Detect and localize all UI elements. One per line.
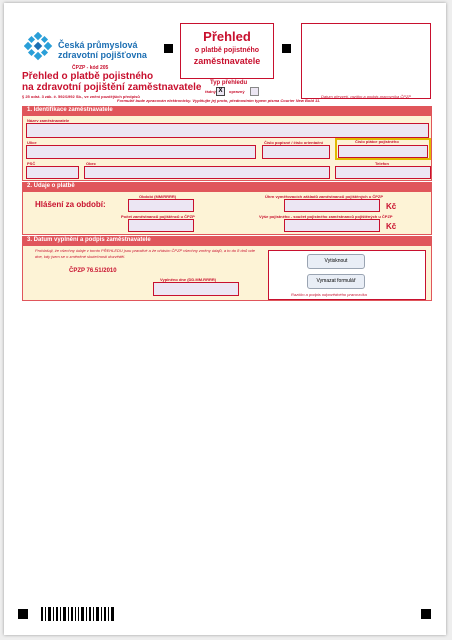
zip-field[interactable] [26,166,79,179]
premium-field[interactable] [284,219,380,232]
receipt-stamp-box [301,23,431,99]
street-label: Ulice [27,140,37,145]
title-small: o platbě pojistného [194,47,260,54]
house-number-label: Číslo popisné / číslo orientační [264,140,323,145]
signature-caption: Razítko a podpis odpovědného pracovníka [291,292,367,297]
title-big: Přehled [203,29,251,44]
period-field[interactable] [128,199,194,212]
signature-box [268,250,426,300]
section-2-header: 2. Údaje o platbě [22,182,432,191]
form-page [4,3,446,635]
title-mid: zaměstnavatele [193,56,261,66]
declaration-text: Prohlašuji, že všechny údaje v tomto PŘEHLEDU jsou pravdivé a že oňásím ČPZP všechny změny údajů, a to do 8 dnů ode dne, kdy jsem se o změněné skutečnosti dozvěděl. [35,248,255,259]
clear-form-button[interactable]: Vymazat formulář [307,274,365,289]
legal-note: § 25 odst. 3 zák. č. 592/1992 Sb., ve znění pozdějších předpisů [22,94,140,99]
insurer-code: ČPZP - kód 205 [72,65,109,71]
logo-line-1: Česká průmyslová [58,40,138,50]
fill-note: Formulář bude zpracován elektronicky. Vyplňujte jej proto, přednostním typem písma Courier New Bold 11. [117,98,321,103]
cpzp-logo-icon [24,32,54,62]
premium-label: Výše pojistného - součet pojistného zaměstnanců pojištěných u ČPZP [259,214,393,219]
fill-date-label: Vyplněno dne (DD.MM.RRRR) [160,277,217,282]
form-title-line-2: na zdravotní pojištění zaměstnavatele [22,82,202,93]
print-button[interactable]: Vytisknout [307,254,365,269]
section-3-header: 3. Datum vyplnění a podpis zaměstnavatele [22,236,432,245]
currency-label: Kč [386,202,397,211]
city-label: Obec [86,161,97,166]
currency-label: Kč [386,222,397,231]
barcode-image [41,607,116,621]
payer-number-label: Číslo plátce pojistného [355,139,399,144]
title-box [180,23,274,79]
employee-count-field[interactable] [128,219,194,232]
report-type-correction-label: opravný [229,89,245,94]
form-code: ČPZP 76.51/2010 [69,268,117,274]
assessment-base-field[interactable] [284,199,380,212]
registration-mark [282,44,291,53]
period-label: Období (MM/RRRR) [139,194,177,199]
phone-field[interactable] [335,166,431,179]
city-field[interactable] [84,166,330,179]
section-2-body [22,191,432,235]
logo-line-2: zdravotní pojišťovna [58,50,147,60]
section-1-body [22,115,432,181]
assessment-base-label: Úhrn vyměřovacích základů zaměstnanců pojištěných u ČPZP [265,194,384,199]
report-type-regular-checkbox[interactable]: X [216,87,225,96]
section-1-header: 1. Identifikace zaměstnavatele [22,106,432,115]
employee-count-label: Počet zaměstnanců pojištěnců u ČPZP [121,214,195,219]
report-type-correction-checkbox[interactable] [250,87,259,96]
phone-label: Telefon [375,161,389,166]
house-number-field[interactable] [262,145,330,159]
registration-mark [18,609,28,619]
section-3-body [22,245,432,301]
street-field[interactable] [26,145,256,159]
receipt-stamp-caption: Datum převzetí, razítko a podpis pracovníka ČPZP [320,94,412,99]
reporting-period-label: Hlášení za období: [35,200,106,209]
report-type-regular-label: řádný [205,89,216,94]
employer-name-label: Název zaměstnavatele [27,118,70,123]
form-title-line-1: Přehled o platbě pojistného [22,71,154,82]
registration-mark [164,44,173,53]
employer-name-field[interactable] [26,123,429,138]
zip-label: PSČ [27,161,36,166]
registration-mark [421,609,431,619]
payer-number-field[interactable] [338,145,428,158]
fill-date-field[interactable] [153,282,239,296]
report-type-label: Typ přehledu [210,80,248,86]
